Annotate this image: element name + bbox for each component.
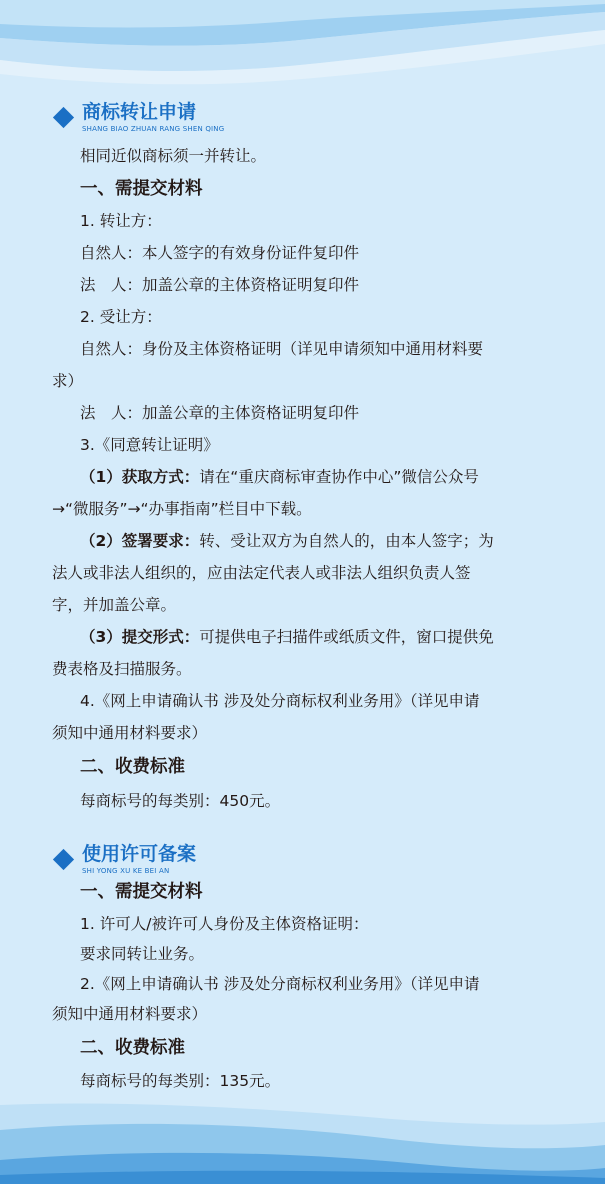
- item-text: 请在“重庆商标审查协作中心”微信公众号: [199, 468, 479, 486]
- heading-fees: 二、收费标准: [80, 1038, 185, 1058]
- item-text: 费表格及扫描服务。: [52, 660, 192, 678]
- item-text: 字，并加盖公章。: [52, 596, 177, 614]
- item-sign: [80, 530, 494, 552]
- section-subtitle: SHANG BIAO ZHUAN RANG SHEN QING: [82, 125, 225, 133]
- list-item: 法 人：加盖公章的主体资格证明复印件: [80, 404, 360, 422]
- intro-text: 相同近似商标须一并转让。: [80, 147, 267, 165]
- item-label: （2）签署要求：: [80, 532, 200, 550]
- heading-materials: 一、需提交材料: [80, 179, 203, 199]
- section-title: 商标转让申请: [82, 101, 197, 123]
- item-submit: [80, 626, 494, 648]
- fee-text: 每商标号的每类别：450元。: [80, 792, 281, 810]
- item-label: （3）提交形式：: [80, 628, 200, 646]
- heading-materials: 一、需提交材料: [80, 882, 203, 902]
- list-item: 自然人：身份及主体资格证明（详见申请须知中通用材料要: [80, 340, 484, 358]
- list-item: 要求同转让业务。: [80, 945, 205, 963]
- list-item: 4.《网上申请确认书 涉及处分商标权利业务用》（详见申请: [80, 692, 480, 710]
- section-title: 使用许可备案: [82, 843, 197, 865]
- list-item: 2.《网上申请确认书 涉及处分商标权利业务用》（详见申请: [80, 975, 480, 993]
- item-obtain: [80, 466, 479, 488]
- item-label: （1）获取方式：: [80, 468, 200, 486]
- list-item: 须知中通用材料要求）: [52, 724, 208, 742]
- list-item: 自然人：本人签字的有效身份证件复印件: [80, 244, 360, 262]
- list-item: 1. 转让方：: [80, 212, 162, 230]
- item-text: 转、受让双方为自然人的，由本人签字；为: [199, 532, 494, 550]
- item-text: 法人或非法人组织的，应由法定代表人或非法人组织负责人签: [52, 564, 471, 582]
- section-subtitle: SHI YONG XU KE BEI AN: [82, 867, 170, 875]
- fee-text: 每商标号的每类别：135元。: [80, 1072, 281, 1090]
- heading-fees: 二、收费标准: [80, 757, 185, 777]
- item-text: →“微服务”→“办事指南”栏目中下载。: [52, 500, 312, 518]
- list-item: 须知中通用材料要求）: [52, 1005, 208, 1023]
- list-item: 1. 许可人/被许可人身份及主体资格证明：: [80, 915, 369, 933]
- list-item: 求）: [52, 372, 84, 390]
- list-item: 2. 受让方：: [80, 308, 162, 326]
- list-item: 3.《同意转让证明》: [80, 436, 219, 454]
- list-item: 法 人：加盖公章的主体资格证明复印件: [80, 276, 360, 294]
- item-text: 可提供电子扫描件或纸质文件，窗口提供免: [199, 628, 494, 646]
